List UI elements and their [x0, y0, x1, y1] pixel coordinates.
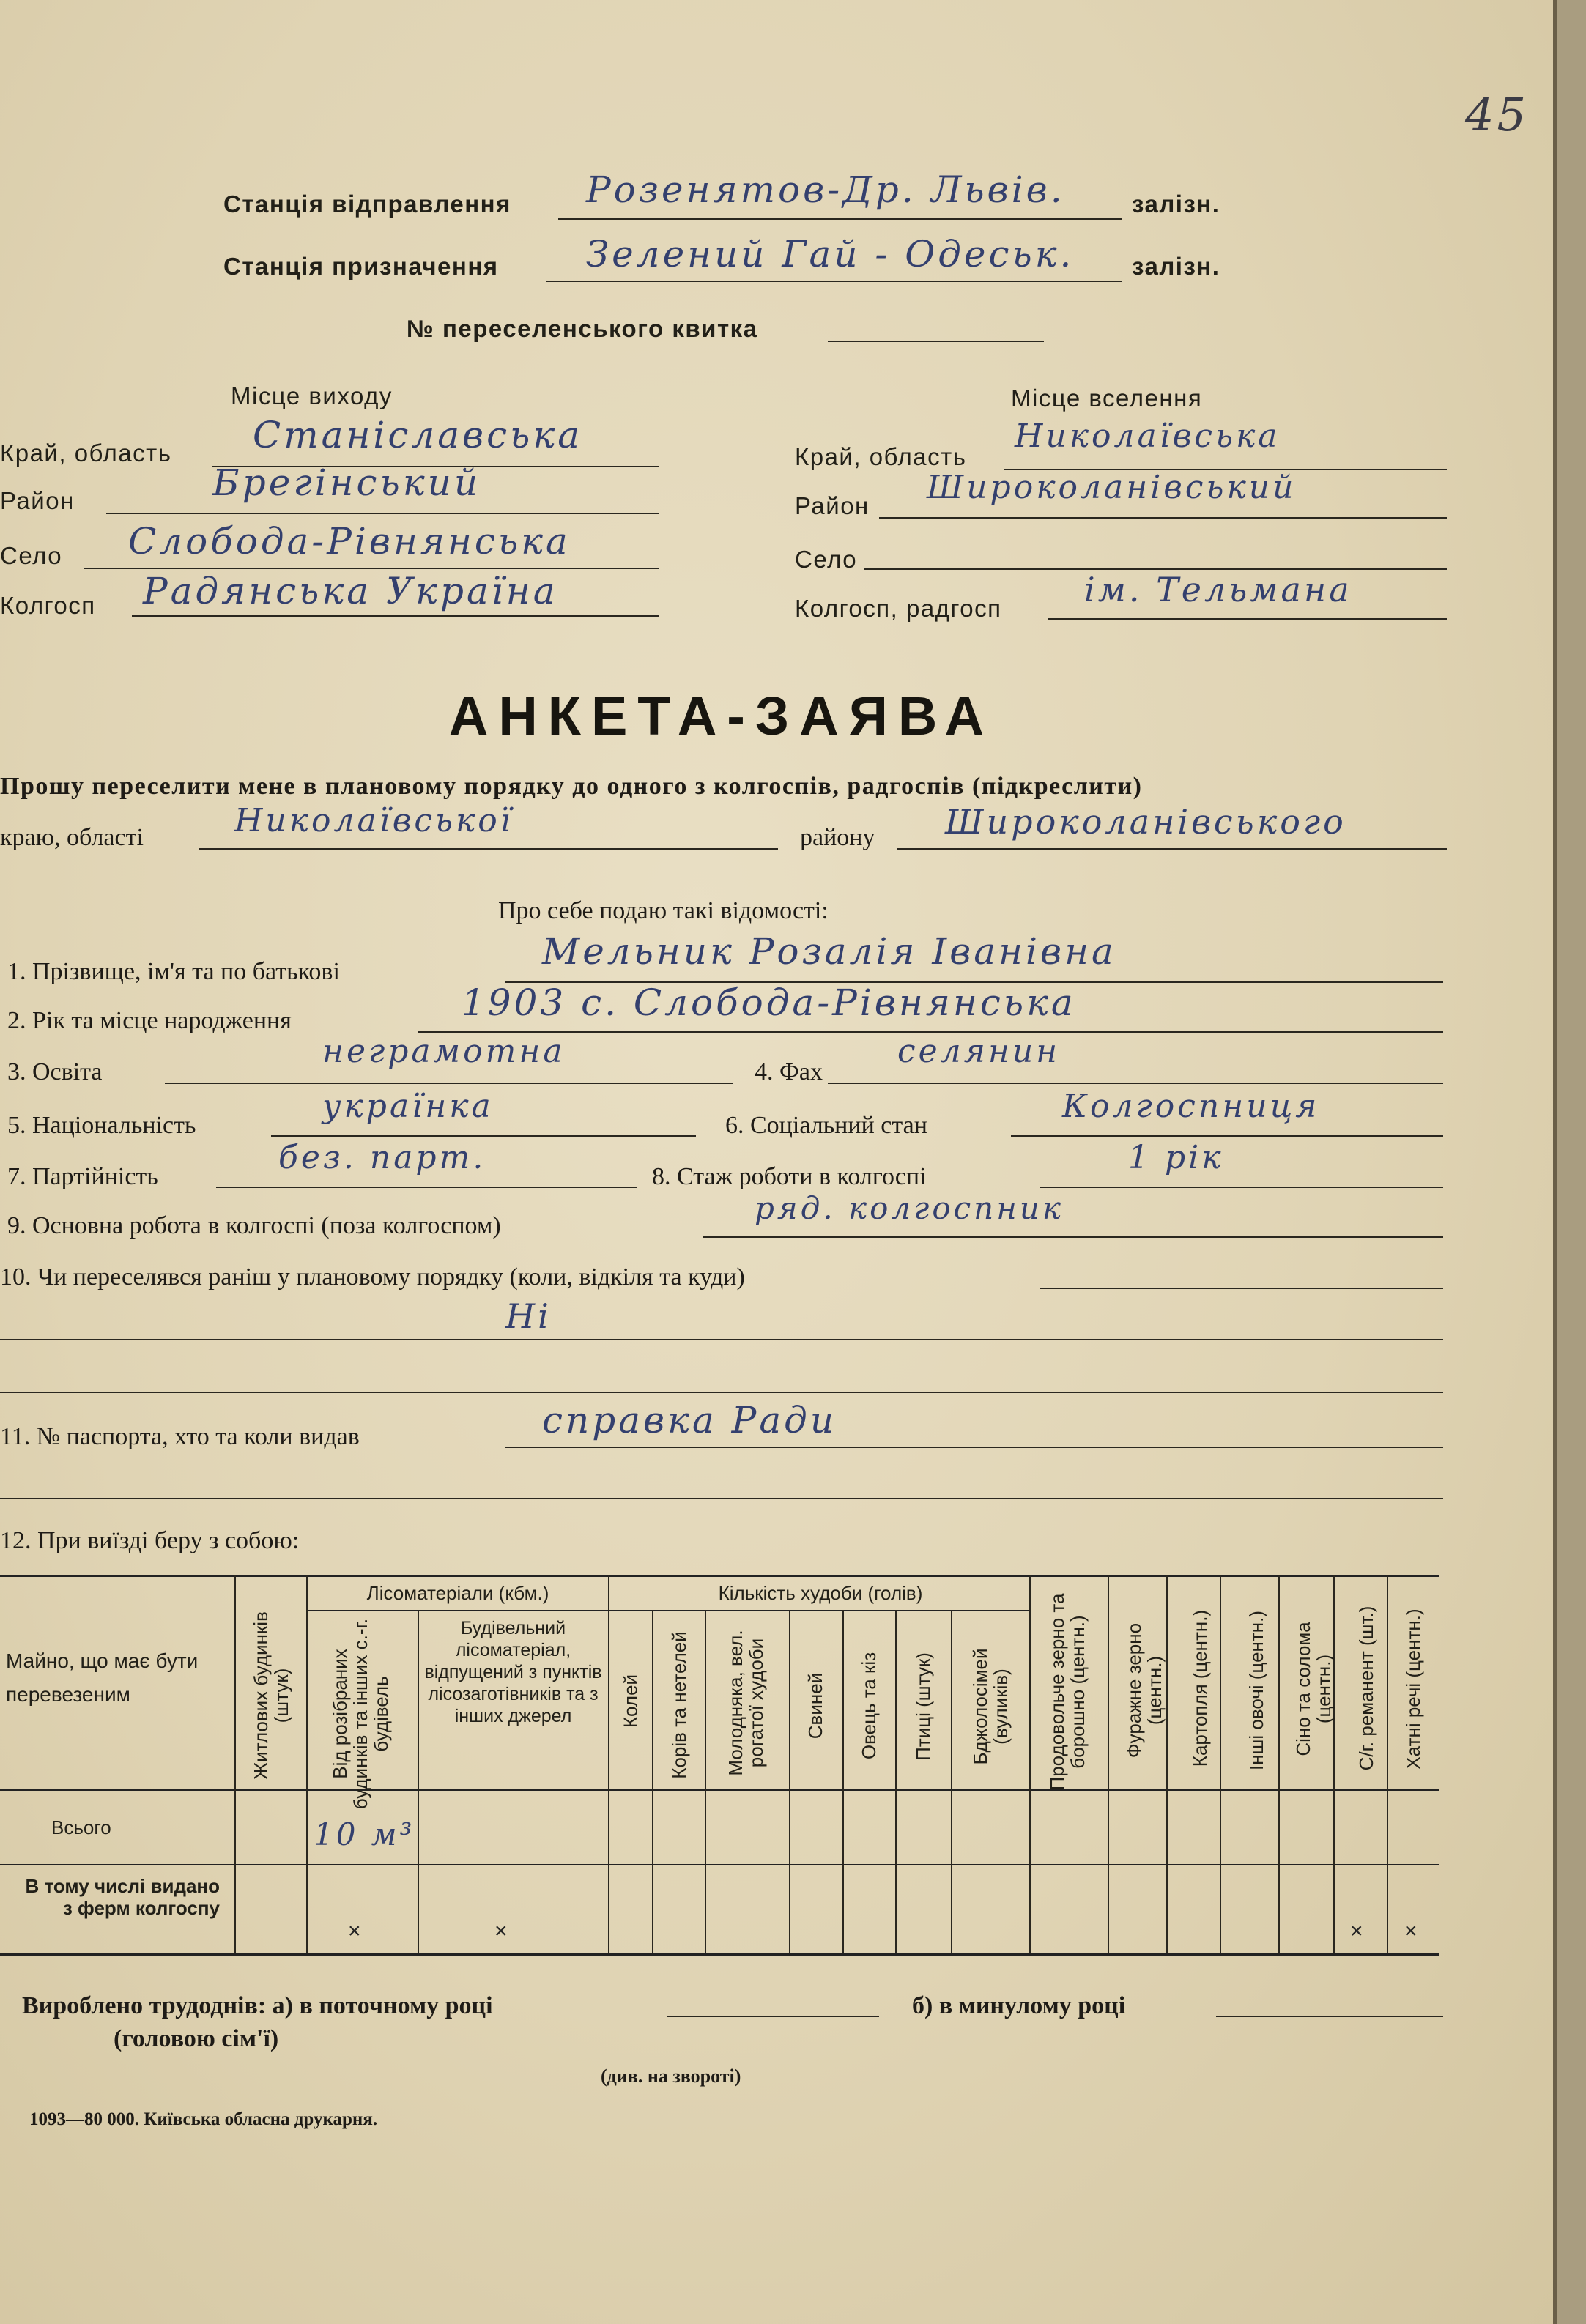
- property-column-header: Майно, що має бути перевезеним: [6, 1649, 199, 1706]
- header-other-vegetables: Інші овочі (центн.): [1245, 1610, 1267, 1771]
- rail-suffix-departure: залізн.: [1132, 190, 1220, 218]
- field-10-line-3: [0, 1392, 1443, 1393]
- field-1-value: Мельник Розалія Іванівна: [542, 930, 1116, 973]
- see-reverse: (див. на звороті): [601, 2065, 741, 2087]
- field-10-line-2: [0, 1339, 1443, 1340]
- field-7-label: 7. Партійність: [7, 1163, 158, 1190]
- col-line: [234, 1575, 236, 1953]
- cross-mark: ×: [348, 1919, 361, 1943]
- workdays-prev-label: б) в минулому році: [912, 1992, 1126, 2019]
- origin-district-label: Район: [0, 487, 75, 514]
- field-3-label: 3. Освіта: [7, 1058, 103, 1085]
- origin-village-line: [84, 568, 659, 569]
- form-title: АНКЕТА-ЗАЯВА: [448, 686, 995, 746]
- workdays-current-line: [667, 2016, 879, 2017]
- field-6-line: [1011, 1135, 1443, 1137]
- field-9-value: ряд. колгоспник: [755, 1190, 1064, 1226]
- origin-region-label: Край, область: [0, 439, 172, 467]
- col-line: [652, 1610, 653, 1953]
- destination-station-label: Станція призначення: [223, 253, 499, 280]
- workdays-sub: (головою сім'ї): [114, 2025, 279, 2052]
- cattle-group-header: Кількість худоби (голів): [718, 1582, 923, 1604]
- field-5-label: 5. Національність: [7, 1112, 196, 1139]
- field-4-label: 4. Фах: [755, 1058, 823, 1085]
- field-7-line: [216, 1187, 637, 1188]
- printer-info: 1093—80 000. Київська обласна друкарня.: [29, 2109, 378, 2129]
- field-3-value: неграмотна: [322, 1033, 566, 1070]
- raion-line: [897, 848, 1447, 850]
- field-10-line: [1040, 1288, 1443, 1289]
- cross-mark: ×: [1350, 1919, 1363, 1943]
- ticket-line: [828, 341, 1044, 342]
- table-top-border: [0, 1575, 1439, 1577]
- header-hay-straw: Сіно та солома (центн.): [1292, 1622, 1335, 1756]
- field-4-line: [828, 1083, 1443, 1084]
- field-11-line-2: [0, 1498, 1443, 1499]
- krai-value: Николаївської: [234, 802, 514, 839]
- destination-station-line: [546, 281, 1122, 282]
- workdays-prev-line: [1216, 2016, 1443, 2017]
- field-5-value: українка: [322, 1088, 494, 1125]
- header-dismantled-buildings: Від розібраних будинків та інших с.-г. будівель: [329, 1618, 392, 1810]
- lumber-group-header: Лісоматеріали (кбм.): [366, 1582, 549, 1604]
- field-1-label: 1. Прізвище, ім'я та по батькові: [7, 958, 340, 985]
- field-8-label: 8. Стаж роботи в колгоспі: [652, 1163, 927, 1190]
- header-potatoes: Картопля (центн.): [1189, 1609, 1211, 1767]
- page-edge: [1557, 0, 1586, 2324]
- row-total-label: Всього: [51, 1816, 111, 1838]
- field-3-line: [165, 1083, 733, 1084]
- field-10-label: 10. Чи переселявся раніш у плановому порядку (коли, відкіля та куди): [0, 1263, 745, 1291]
- about-self: Про себе подаю такі відомості:: [498, 897, 829, 924]
- origin-header: Місце виходу: [231, 382, 393, 409]
- header-bee-colonies: Бджолосімей (вуликів): [969, 1648, 1012, 1765]
- rail-suffix-destination: залізн.: [1132, 253, 1220, 280]
- cross-mark: ×: [1404, 1919, 1418, 1943]
- col-line: [895, 1610, 897, 1953]
- origin-kolkhoz-label: Колгосп: [0, 592, 96, 619]
- header-cows: Корів та нетелей: [668, 1631, 690, 1779]
- field-11-line: [505, 1447, 1443, 1448]
- header-fodder-grain: Фуражне зерно (центн.): [1123, 1622, 1166, 1759]
- raion-value: Широколанівського: [945, 802, 1346, 842]
- field-11-label: 11. № паспорта, хто та коли видав: [0, 1423, 360, 1450]
- field-7-value: без. парт.: [278, 1139, 486, 1176]
- departure-station-line: [558, 218, 1122, 220]
- raion-label: району: [800, 824, 875, 851]
- field-6-label: 6. Соціальний стан: [725, 1112, 927, 1139]
- destination-kolkhoz-label: Колгосп, радгосп: [795, 595, 1002, 622]
- destination-district-value: Широколанівський: [927, 469, 1297, 506]
- origin-district-line: [106, 513, 659, 514]
- field-8-value: 1 рік: [1128, 1139, 1224, 1176]
- origin-kolkhoz-value: Радянська Україна: [143, 570, 558, 612]
- field-12-label: 12. При виїзді беру з собою:: [0, 1527, 300, 1554]
- row-including-label: В тому числі видано з ферм колгоспу: [25, 1875, 220, 1919]
- destination-district-line: [879, 517, 1447, 519]
- field-2-value: 1903 с. Слобода-Рівнянська: [462, 981, 1076, 1024]
- col-line: [306, 1575, 308, 1953]
- header-household-goods: Хатні речі (центн.): [1402, 1608, 1424, 1770]
- cattle-group-line: [608, 1610, 1029, 1611]
- table-row-divider: [0, 1864, 1439, 1865]
- row-total-lumber-value: 10 м³: [314, 1816, 415, 1852]
- header-pigs: Свиней: [804, 1672, 826, 1740]
- header-sheep-goats: Овець та кіз: [858, 1652, 880, 1760]
- krai-label: краю, області: [0, 824, 144, 851]
- destination-station-value: Зелений Гай - Одеськ.: [586, 233, 1075, 275]
- field-10-value: Ні: [505, 1296, 552, 1336]
- destination-region-label: Край, область: [795, 443, 967, 470]
- col-line: [951, 1610, 952, 1953]
- header-poultry: Птиці (штук): [912, 1652, 934, 1761]
- destination-region-value: Николаївська: [1015, 417, 1281, 455]
- header-residential-buildings: Житлових будинків (штук): [250, 1611, 292, 1780]
- field-2-label: 2. Рік та місце народження: [7, 1007, 292, 1034]
- header-young-cattle: Молодняка, вел. рогатої худоби: [725, 1630, 767, 1776]
- cross-mark: ×: [494, 1919, 508, 1943]
- property-table: [0, 1575, 1439, 1956]
- departure-station-value: Розенятов-Др. Львів.: [586, 168, 1065, 211]
- table-header-border: [0, 1789, 1439, 1791]
- origin-kolkhoz-line: [132, 615, 659, 617]
- field-11-value: справка Ради: [542, 1399, 837, 1441]
- page-number: 45: [1465, 88, 1529, 141]
- ticket-label: № переселенського квитка: [407, 315, 758, 342]
- destination-district-label: Район: [795, 492, 870, 519]
- origin-region-value: Станіславська: [253, 414, 583, 456]
- field-5-line: [271, 1135, 696, 1137]
- krai-line: [199, 848, 778, 850]
- origin-district-value: Брегінський: [212, 461, 481, 504]
- building-lumber-header: Будівельний лісоматеріал, відпущений з пунктів лісозаготівників та з інших джерел: [424, 1618, 602, 1726]
- destination-kolkhoz-value: ім. Тельмана: [1084, 570, 1352, 609]
- field-9-label: 9. Основна робота в колгоспі (поза колгоспом): [7, 1212, 501, 1239]
- workdays-label: Вироблено трудоднів: а) в поточному році: [22, 1992, 493, 2019]
- field-6-value: Колгоспниця: [1062, 1088, 1320, 1125]
- destination-kolkhoz-line: [1048, 618, 1447, 620]
- origin-village-label: Село: [0, 542, 63, 569]
- header-farm-tools: С/г. реманент (шт.): [1355, 1605, 1377, 1771]
- departure-station-label: Станція відправлення: [223, 190, 511, 218]
- lumber-group-line: [306, 1610, 608, 1611]
- header-food-grain: Продовольче зерно та борошно (центн.): [1046, 1593, 1089, 1791]
- col-line: [418, 1610, 419, 1953]
- table-bottom-border: [0, 1953, 1439, 1956]
- field-4-value: селянин: [897, 1033, 1061, 1070]
- origin-village-value: Слобода-Рівнянська: [128, 520, 571, 563]
- request-text: Прошу переселити мене в плановому порядку до одного з колгоспів, радгоспів (підкреслити): [0, 773, 1143, 800]
- col-line: [1108, 1575, 1109, 1953]
- destination-village-label: Село: [795, 546, 858, 573]
- header-horses: Колей: [619, 1674, 641, 1729]
- field-9-line: [703, 1236, 1443, 1238]
- destination-header: Місце вселення: [1011, 385, 1203, 412]
- field-8-line: [1040, 1187, 1443, 1188]
